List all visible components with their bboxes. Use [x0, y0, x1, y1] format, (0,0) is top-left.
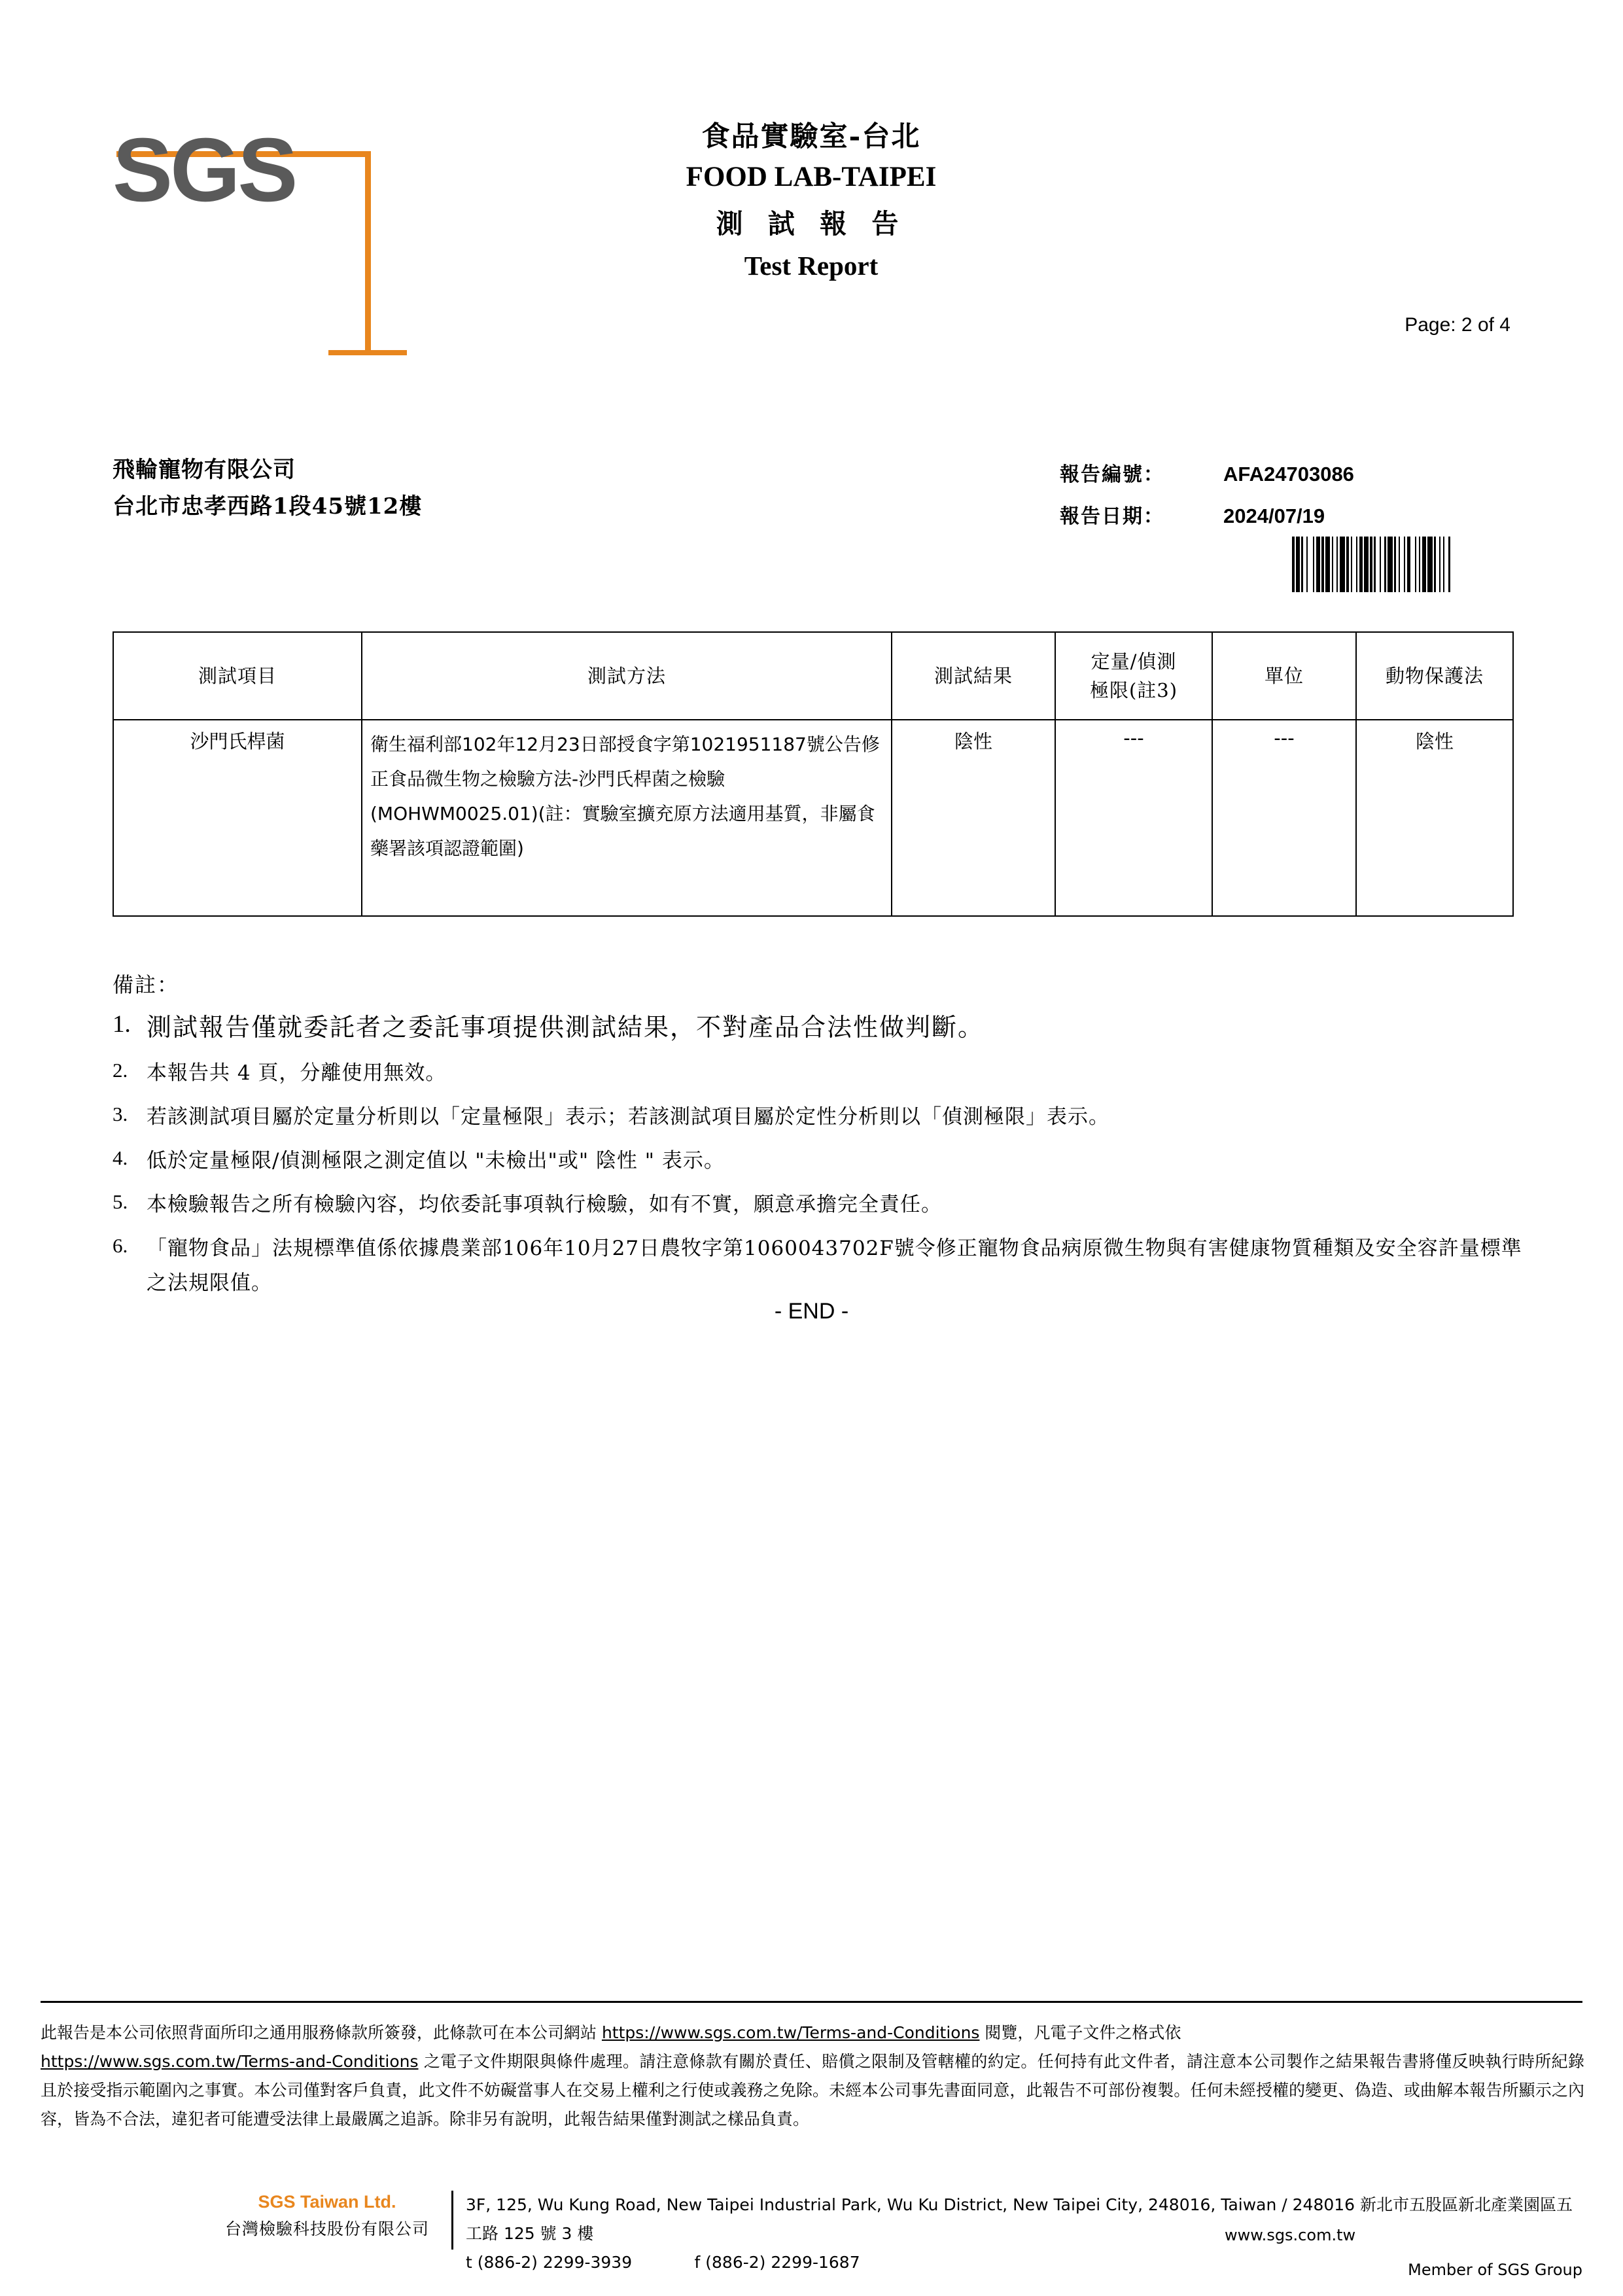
client-company: 飛輪寵物有限公司	[113, 457, 296, 483]
doc-title-cn: 測 試 報 告	[716, 208, 907, 239]
lab-name-cn: 食品實驗室-台北	[701, 120, 921, 153]
col-detection-limit	[1055, 632, 1212, 720]
note-number: 2.	[113, 1059, 128, 1082]
note-item	[113, 1100, 1526, 1135]
note-item	[113, 1144, 1526, 1178]
notes-title: 備註：	[113, 972, 180, 997]
terms-link-1[interactable]: https://www.sgs.com.tw/Terms-and-Conditions	[601, 2023, 980, 2042]
note-item	[113, 1008, 1526, 1047]
note-text: 「寵物食品」法規標準值係依據農業部106年10月27日農牧字第1060043702F號令修正寵物食品病原微生物與有害健康物質種類及安全容許量標準之法規限值。	[147, 1237, 1522, 1295]
footer-terms-text	[41, 2019, 1584, 2134]
note-number: 6.	[113, 1234, 128, 1257]
report-date-row	[1060, 500, 1354, 529]
lab-name-en: FOOD LAB-TAIPEI	[686, 162, 937, 192]
note-text: 若該測試項目屬於定量分析則以「定量極限」表示；若該測試項目屬於定性分析則以「偵測極限」表示。	[147, 1105, 1109, 1129]
footer-company-block	[216, 2192, 438, 2240]
cell-test-item: 沙門氏桿菌	[113, 720, 362, 916]
note-text: 低於定量極限/偵測極限之測定值以 "未檢出"或" 陰性 " 表示。	[147, 1149, 725, 1173]
report-barcode	[1292, 537, 1547, 592]
col-detection-limit-line2: 極限(註3)	[1089, 679, 1178, 701]
cell-test-method: 衛生福利部102年12月23日部授食字第1021951187號公告修正食品微生物之檢驗方法-沙門氏桿菌之檢驗(MOHWM0025.01)(註：實驗室擴充原方法適用基質，非屬食藥署該項認證範圍)	[362, 720, 892, 916]
table-row	[113, 720, 1513, 916]
note-item	[113, 1188, 1526, 1222]
col-test-item: 測試項目	[113, 632, 362, 720]
footer-divider-line	[41, 2001, 1582, 2003]
note-item	[113, 1231, 1526, 1301]
terms-link-2[interactable]: https://www.sgs.com.tw/Terms-and-Conditions	[41, 2052, 419, 2071]
col-detection-limit-line1: 定量/偵測	[1091, 650, 1177, 673]
footer-member-text: Member of SGS Group	[1408, 2261, 1582, 2279]
sgs-logo	[113, 121, 394, 239]
sgs-logo-text: SGS	[113, 120, 296, 221]
client-address: 台北市忠孝西路1段45號12樓	[113, 493, 423, 520]
report-number-value: AFA24703086	[1223, 463, 1354, 486]
footer-address-line: 3F, 125, Wu Kung Road, New Taipei Industrial Park, Wu Ku District, New Taipei City, 248016, Taiwan / 248016 新北市五股區新北產業園區五工路 125 號 3 樓	[466, 2195, 1573, 2243]
note-number: 4.	[113, 1146, 128, 1169]
col-unit: 單位	[1212, 632, 1356, 720]
col-animal-law: 動物保護法	[1356, 632, 1513, 720]
report-meta	[1060, 458, 1354, 542]
cell-detection-limit: ---	[1055, 720, 1212, 916]
footer-fax: f (886-2) 2299-1687	[694, 2253, 860, 2272]
note-text: 測試報告僅就委託者之委託事項提供測試結果，不對產品合法性做判斷。	[147, 1013, 985, 1042]
logo-bar-vertical	[365, 151, 371, 354]
terms-part-3: 之電子文件期限與條件處理。請注意條款有關於責任、賠償之限制及管轄權的約定。任何持有此文件者，請注意本公司製作之結果報告書將僅反映執行時所紀錄且於接受指示範圍內之事實。本公司僅對客戶負責，此文件不妨礙當事人在交易上權利之行使或義務之免除。未經本公司事先書面同意，此報告不可部份複製。任何未經授權的變更、偽造、或曲解本報告所顯示之內容，皆為不合法，違犯者可能遭受法律上最嚴厲之追訴。除非另有說明，此報告結果僅對測試之樣品負責。	[41, 2052, 1585, 2128]
end-of-report-mark: - END -	[774, 1299, 849, 1324]
cell-animal-law: 陰性	[1356, 720, 1513, 916]
page-number: Page: 2 of 4	[1405, 314, 1510, 336]
note-text: 本報告共 4 頁，分離使用無效。	[147, 1061, 447, 1085]
logo-bar-horizontal-2	[328, 350, 407, 355]
terms-part-1: 此報告是本公司依照背面所印之通用服務條款所簽發，此條款可在本公司網站	[41, 2023, 602, 2042]
cell-test-result: 陰性	[892, 720, 1055, 916]
footer-vertical-divider	[451, 2191, 453, 2250]
col-test-result: 測試結果	[892, 632, 1055, 720]
footer-website[interactable]: www.sgs.com.tw	[1225, 2226, 1356, 2244]
note-number: 3.	[113, 1103, 128, 1125]
terms-part-2: 閱覽，凡電子文件之格式依	[979, 2023, 1181, 2042]
note-number: 5.	[113, 1190, 128, 1213]
footer-company-en: SGS Taiwan Ltd.	[258, 2192, 396, 2212]
report-number-row	[1060, 458, 1354, 487]
report-header-titles	[497, 115, 1125, 281]
test-results-table	[113, 631, 1514, 917]
footer-company-cn: 台灣檢驗科技股份有限公司	[224, 2219, 429, 2238]
col-test-method: 測試方法	[362, 632, 892, 720]
note-text: 本檢驗報告之所有檢驗內容，均依委託事項執行檢驗，如有不實，願意承擔完全責任。	[147, 1193, 942, 1216]
table-header-row	[113, 632, 1513, 720]
client-info	[113, 451, 422, 525]
footer-tel: t (886-2) 2299-3939	[466, 2253, 633, 2272]
doc-title-en: Test Report	[744, 251, 879, 281]
report-date-value: 2024/07/19	[1223, 504, 1325, 527]
note-number: 1.	[113, 1011, 131, 1038]
note-item	[113, 1056, 1526, 1091]
notes-list	[113, 1008, 1526, 1310]
report-date-label: 報告日期：	[1060, 505, 1164, 528]
cell-unit: ---	[1212, 720, 1356, 916]
report-number-label: 報告編號：	[1060, 463, 1164, 486]
